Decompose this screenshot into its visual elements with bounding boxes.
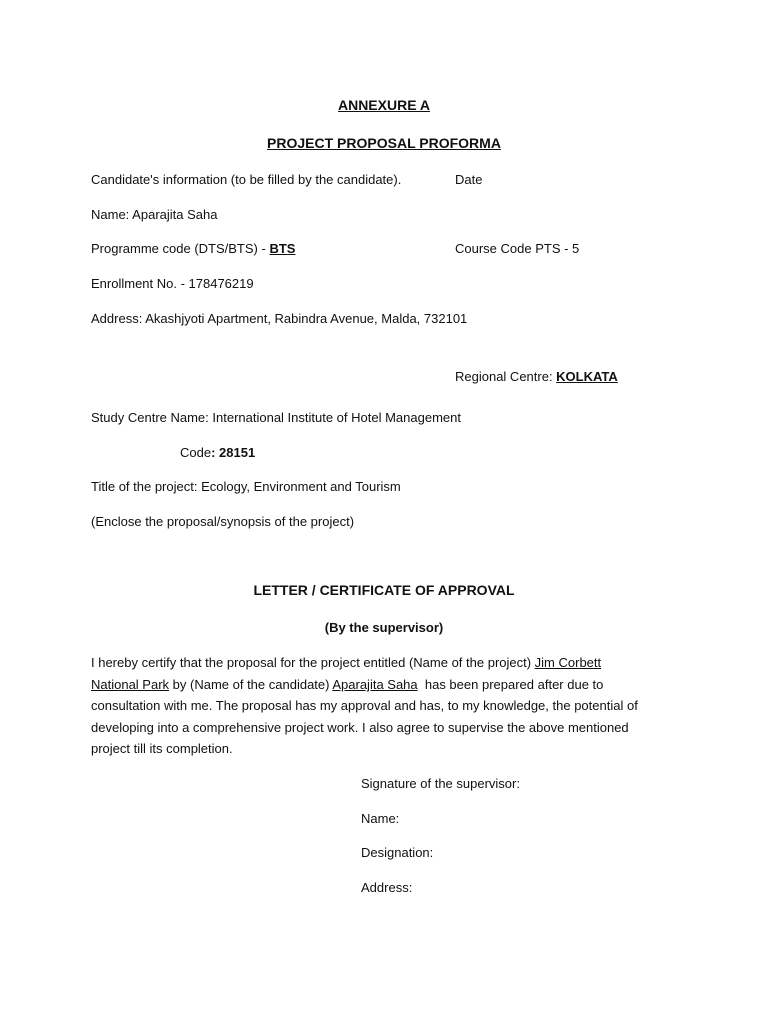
- supervisor-designation-label: Designation:: [361, 845, 434, 860]
- certify-line-4: developing into a comprehensive project work. I also agree to supervise the above mentioned: [91, 720, 629, 735]
- project-title: Title of the project: Ecology, Environment and Tourism: [91, 479, 401, 494]
- supervisor-name-label: Name:: [361, 811, 400, 826]
- certify-text: has been prepared after due to: [417, 677, 604, 692]
- certify-line-2: [91, 677, 603, 693]
- course-code: Course Code PTS - 5: [455, 241, 580, 256]
- certify-line-3: consultation with me. The proposal has my approval and has, to my knowledge, the potential of: [91, 698, 638, 713]
- certify-line-5: project till its completion.: [91, 741, 233, 756]
- project-name-part-2: National Park: [91, 677, 170, 692]
- proforma-title: PROJECT PROPOSAL PROFORMA: [267, 135, 501, 151]
- approval-heading: LETTER / CERTIFICATE OF APPROVAL: [253, 582, 515, 598]
- supervisor-address-label: Address:: [361, 880, 413, 895]
- candidate-name-underlined: Aparajita Saha: [332, 677, 418, 692]
- study-centre-name: Study Centre Name: International Institute of Hotel Management: [91, 410, 461, 425]
- regional-centre: [455, 369, 618, 385]
- programme-code: [91, 241, 295, 257]
- candidate-info-label: Candidate's information (to be filled by the candidate).: [91, 172, 402, 187]
- certify-text: by (Name of the candidate): [169, 677, 333, 692]
- study-centre-code-value: : 28151: [211, 445, 256, 460]
- study-centre-code: [180, 445, 255, 461]
- candidate-name: Name: Aparajita Saha: [91, 207, 218, 222]
- date-label: Date: [455, 172, 483, 187]
- candidate-address: Address: Akashjyoti Apartment, Rabindra Avenue, Malda, 732101: [91, 311, 468, 326]
- annexure-heading: ANNEXURE A: [337, 97, 431, 113]
- regional-centre-value: KOLKATA: [556, 369, 618, 384]
- programme-code-value: BTS: [269, 241, 296, 256]
- supervisor-signature-label: Signature of the supervisor:: [361, 776, 520, 791]
- enrollment-number: Enrollment No. - 178476219: [91, 276, 254, 291]
- project-name-part-1: Jim Corbett: [534, 655, 602, 670]
- certify-text: I hereby certify that the proposal for the project entitled (Name of the project): [91, 655, 535, 670]
- certify-line-1: [91, 655, 601, 671]
- regional-centre-label: Regional Centre:: [455, 369, 557, 384]
- programme-code-label: Programme code (DTS/BTS) -: [91, 241, 270, 256]
- study-centre-code-label: Code: [180, 445, 212, 460]
- by-supervisor-subheading: (By the supervisor): [324, 620, 444, 635]
- enclose-note: (Enclose the proposal/synopsis of the project): [91, 514, 355, 529]
